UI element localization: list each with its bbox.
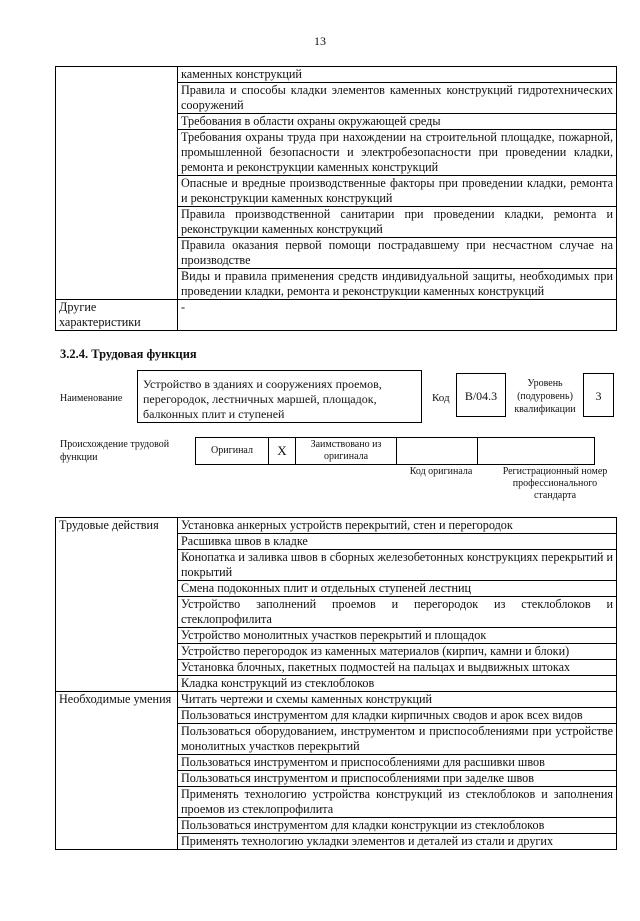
list-item: Правила оказания первой помощи пострадавшему при несчастном случае на производстве [178,238,617,269]
origin-table [195,437,595,465]
list-item: каменных конструкций [178,67,617,83]
original-cell: Оригинал [196,438,269,465]
reg-number-cell [478,438,595,465]
list-item: Пользоваться оборудованием, инструментом и приспособлениями при устройстве монолитных участков перекрытий [178,724,617,755]
skills-label: Необходимые умения [56,692,178,850]
list-item: Применять технологию укладки элементов и деталей из стали и других [178,834,617,850]
list-item: Пользоваться инструментом для кладки кирпичных сводов и арок всех видов [178,708,617,724]
knowledge-table [55,66,617,331]
origin-label: Происхождение трудовой функции [60,439,170,463]
table-row [56,67,617,83]
list-item: Требования охраны труда при нахождении на строительной площадке, пожарной, промышленной безопасности и электробезопасности при проведении кладки, ремонта и реконструкции каменных конструкций [178,130,617,176]
list-item: Применять технологию устройства конструкций из стеклоблоков и заполнения проемов из стеклопрофилита [178,787,617,818]
labor-actions-label: Трудовые действия [56,518,178,692]
list-item: Установка блочных, пакетных подмостей на пальцах и выдвижных штоках [178,660,617,676]
list-item: Пользоваться инструментом и приспособлениями для расшивки швов [178,755,617,771]
original-mark: X [269,438,296,465]
list-item: Читать чертежи и схемы каменных конструкций [178,692,617,708]
list-item: Правила производственной санитарии при проведении кладки, ремонта и реконструкции каменных конструкций [178,207,617,238]
section-title: 3.2.4. Трудовая функция [60,347,197,361]
other-characteristics-value: - [178,300,617,331]
list-item: Кладка конструкций из стеклоблоков [178,676,617,692]
table-row [56,300,617,331]
function-name-box: Устройство в зданиях и сооружениях проемов, перегородок, лестничных маршей, площадок, балконных плит и ступеней [137,370,422,423]
list-item: Смена подоконных плит и отдельных ступеней лестниц [178,581,617,597]
label-cell [56,67,178,300]
list-item: Правила и способы кладки элементов каменных конструкций гидротехнических сооружений [178,83,617,114]
list-item: Требования в области охраны окружающей среды [178,114,617,130]
list-item: Устройство заполнений проемов и перегородок из стеклоблоков и стеклопрофилита [178,597,617,628]
original-code-caption: Код оригинала [409,466,473,477]
level-value-box: 3 [583,373,614,417]
list-item: Виды и правила применения средств индивидуальной защиты, необходимых при проведении кладки, ремонта и реконструкции каменных конструкций [178,269,617,300]
list-item: Опасные и вредные производственные факторы при проведении кладки, ремонта и реконструкции каменных конструкций [178,176,617,207]
table-row [56,692,617,708]
list-item: Пользоваться инструментом и приспособлениями при заделке швов [178,771,617,787]
table-row [56,518,617,534]
reg-number-caption: Регистрационный номер профессионального стандарта [502,466,608,501]
level-label: Уровень (подуровень) квалификации [514,378,576,415]
name-label: Наименование [60,393,123,404]
code-label: Код [432,392,450,404]
list-item: Устройство монолитных участков перекрытий и площадок [178,628,617,644]
borrowed-cell: Заимствовано из оригинала [296,438,397,465]
page-number: 13 [314,34,326,48]
list-item: Установка анкерных устройств перекрытий, стен и перегородок [178,518,617,534]
list-item: Расшивка швов в кладке [178,534,617,550]
other-characteristics-label: Другие характеристики [56,300,178,331]
list-item: Пользоваться инструментом для кладки конструкции из стеклоблоков [178,818,617,834]
function-code-box: B/04.3 [456,373,506,417]
labor-function-table [55,517,617,850]
original-code-cell [397,438,478,465]
list-item: Конопатка и заливка швов в сборных железобетонных конструкциях перекрытий и покрытий [178,550,617,581]
table-row [196,438,595,465]
list-item: Устройство перегородок из каменных материалов (кирпич, камни и блоки) [178,644,617,660]
